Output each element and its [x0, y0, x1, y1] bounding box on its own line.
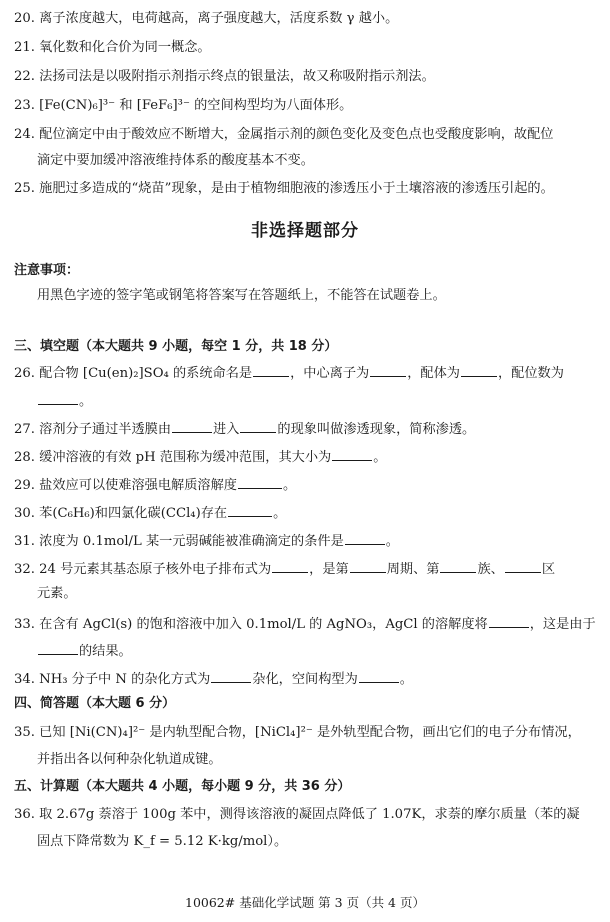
question-36-line2: 固点下降常数为 K_f = 5.12 K·kg/mol）。 [37, 834, 288, 849]
answer-blank[interactable] [461, 363, 497, 377]
answer-blank[interactable] [350, 559, 386, 573]
question-35-line2: 并指出各以何种杂化轨道成键。 [37, 752, 222, 767]
question-30: 30. 苯(C₆H₆)和四氯化碳(CCl₄)存在 。 [14, 503, 600, 523]
answer-blank[interactable] [240, 419, 276, 433]
notes-heading: 注意事项： [14, 263, 80, 278]
question-25: 25. 施肥过多造成的“烧苗”现象，是由于植物细胞液的渗透压小于土壤溶液的渗透压引起的。 [14, 181, 554, 196]
question-26-cont: 。 [37, 391, 600, 411]
question-24-line2: 滴定中要加缓冲溶液维持体系的酸度基本不变。 [37, 153, 314, 168]
question-33-cont: 的结果。 [37, 641, 600, 661]
answer-blank[interactable] [38, 391, 78, 405]
answer-blank[interactable] [38, 641, 78, 655]
answer-blank[interactable] [440, 559, 476, 573]
section-title: 非选择题部分 [251, 221, 359, 241]
answer-blank[interactable] [172, 419, 212, 433]
short-answer-heading: 四、简答题（本大题 6 分） [14, 696, 176, 711]
question-21: 21. 氧化数和化合价为同一概念。 [14, 40, 211, 55]
answer-blank[interactable] [505, 559, 541, 573]
answer-blank[interactable] [359, 669, 399, 683]
question-32: 32. 24 号元素其基态原子核外电子排布式为 ，是第 周期、第 族、 区 [14, 559, 600, 579]
question-20: 20. 离子浓度越大，电荷越高，离子强度越大，活度系数 γ 越小。 [14, 11, 399, 26]
answer-blank[interactable] [345, 531, 385, 545]
question-35-line1: 35. 已知 [Ni(CN)₄]²⁻ 是内轨型配合物，[NiCl₄]²⁻ 是外轨型配合物，画出它们的电子分布情况， [14, 725, 581, 740]
answer-blank[interactable] [238, 475, 282, 489]
calc-heading: 五、计算题（本大题共 4 小题，每小题 9 分，共 36 分） [14, 779, 351, 794]
answer-blank[interactable] [489, 614, 529, 628]
question-31: 31. 浓度为 0.1mol/L 某一元弱碱能被准确滴定的条件是 。 [14, 531, 600, 551]
answer-blank[interactable] [272, 559, 308, 573]
question-26: 26. 配合物 [Cu(en)₂]SO₄ 的系统命名是 ，中心离子为 ，配体为 ，配位数为 [14, 363, 600, 383]
question-24-line1: 24. 配位滴定中由于酸效应不断增大，金属指示剂的颜色变化及变色点也受酸度影响，故配位 [14, 127, 554, 142]
fill-in-heading: 三、填空题（本大题共 9 小题，每空 1 分，共 18 分） [14, 339, 338, 354]
notes-body: 用黑色字迹的签字笔或钢笔将答案写在答题纸上，不能答在试题卷上。 [37, 288, 446, 303]
question-34: 34. NH₃ 分子中 N 的杂化方式为 杂化，空间构型为 。 [14, 669, 600, 689]
question-36-line1: 36. 取 2.67g 萘溶于 100g 苯中，测得该溶液的凝固点降低了 1.07K，求萘的摩尔质量（苯的凝 [14, 807, 580, 822]
answer-blank[interactable] [228, 503, 272, 517]
answer-blank[interactable] [370, 363, 406, 377]
question-32-cont: 元素。 [37, 586, 77, 601]
question-28: 28. 缓冲溶液的有效 pH 范围称为缓冲范围，其大小为 。 [14, 447, 600, 467]
answer-blank[interactable] [253, 363, 289, 377]
answer-blank[interactable] [211, 669, 251, 683]
answer-blank[interactable] [332, 447, 372, 461]
page-footer: 10062# 基础化学试题 第 3 页（共 4 页） [185, 895, 425, 910]
question-33: 33. 在含有 AgCl(s) 的饱和溶液中加入 0.1mol/L 的 AgNO₃，AgCl 的溶解度将 ，这是由于 [14, 614, 600, 634]
question-23: 23. [Fe(CN)₆]³⁻ 和 [FeF₆]³⁻ 的空间构型均为八面体形。 [14, 98, 353, 113]
question-27: 27. 溶剂分子通过半透膜由 进入 的现象叫做渗透现象，简称渗透。 [14, 419, 600, 439]
question-29: 29. 盐效应可以使难溶强电解质溶解度 。 [14, 475, 600, 495]
question-22: 22. 法扬司法是以吸附指示剂指示终点的银量法，故又称吸附指示剂法。 [14, 69, 435, 84]
